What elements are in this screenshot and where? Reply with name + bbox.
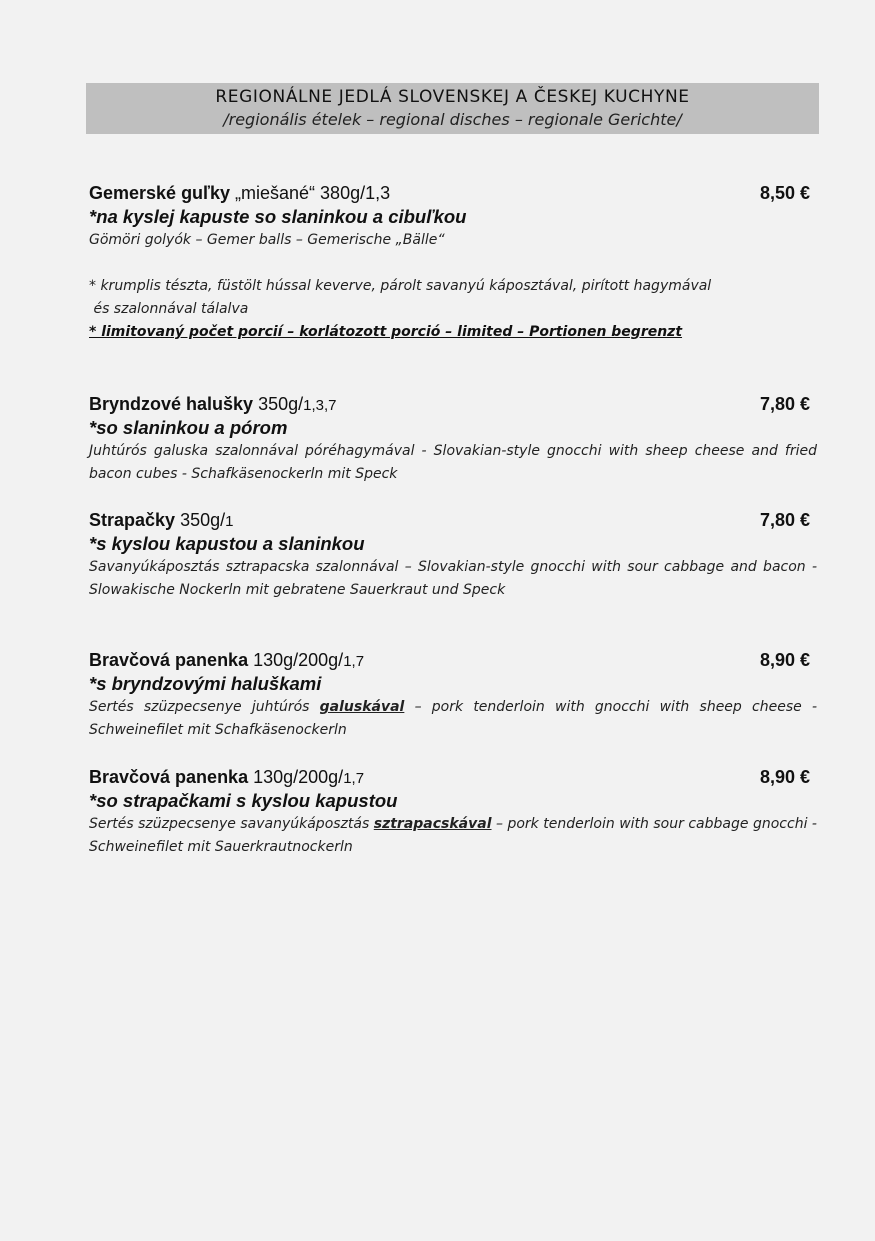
menu-item-price: 7,80 €: [759, 394, 810, 414]
menu-item-description: Savanyúkáposztás sztrapacska szalonnával – Slovakian-style gnocchi with sour cabbage and bacon - Slowakische Nockerln mit gebratene Sauerkraut und Speck: [89, 559, 817, 598]
menu-item-price: 8,90 €: [759, 767, 810, 787]
menu-item-price: 7,80 €: [759, 510, 810, 530]
menu-item-weight: 130g/200g/: [248, 650, 344, 670]
menu-item-name: Bryndzové halušky: [89, 394, 254, 414]
menu-item-weight: 350g/: [253, 394, 304, 414]
menu-item-name: Strapačky: [89, 510, 176, 530]
menu-item-note-cont: és szalonnával tálalva: [89, 301, 249, 317]
section-header: [86, 83, 819, 134]
menu-item-header: [89, 392, 817, 416]
section-title: REGIONÁLNE JEDLÁ SLOVENSKEJ A ČESKEJ KUCHYNE: [215, 87, 690, 107]
menu-item-price: 8,90 €: [759, 650, 810, 670]
menu-item-subtitle: *s bryndzovými haluškami: [89, 673, 322, 694]
menu-item: [89, 392, 817, 486]
description-text: – pork tenderloin with sour cabbage gnocchi - Schweinefilet mit Sauerkrautnockerln: [89, 816, 817, 855]
menu-item-header: [89, 648, 817, 672]
menu-item-header: [89, 765, 817, 789]
menu-item-name: Bravčová panenka: [89, 650, 249, 670]
menu-item-weight: 130g/200g/: [248, 767, 344, 787]
menu-item-allergens: 1,3,7: [303, 397, 337, 414]
menu-item-allergens: 1,7: [343, 653, 365, 670]
description-text: Sertés szüzpecsenye juhtúrós: [89, 699, 320, 715]
menu-item-description: Gömöri golyók – Gemer balls – Gemerische „Bälle“: [89, 232, 445, 248]
menu-item-header: [89, 181, 817, 205]
menu-item-description: Juhtúrós galuska szalonnával póréhagymával - Slovakian-style gnocchi with sheep cheese and fried bacon cubes - Schafkäsenockerln mit Speck: [89, 443, 817, 482]
menu-item-name: Bravčová panenka: [89, 767, 249, 787]
menu-item-subtitle: *na kyslej kapuste so slaninkou a cibuľkou: [89, 206, 467, 227]
menu-item-price: 8,50 €: [759, 183, 810, 203]
limited-notice: * limitovaný počet porcií – korlátozott porció – limited – Portionen begrenzt: [89, 324, 683, 340]
menu-item: [89, 648, 817, 742]
menu-item-header: [89, 508, 817, 532]
menu-item-description: [89, 813, 817, 859]
menu-item: [89, 181, 817, 344]
menu-item-note: * krumplis tészta, füstölt hússal keverve, párolt savanyú káposztával, pirított hagymával: [89, 278, 712, 294]
menu-item-subtitle: *so strapačkami s kyslou kapustou: [89, 790, 398, 811]
description-text: Sertés szüzpecsenye savanyúkáposztás: [89, 816, 374, 832]
description-highlight: sztrapacskával: [373, 816, 492, 832]
menu-item-allergens: 1: [225, 513, 234, 530]
menu-item-allergens: 1,7: [343, 770, 365, 787]
menu-item-subtitle: *so slaninkou a pórom: [89, 417, 288, 438]
menu-item-weight: 350g/: [175, 510, 226, 530]
menu-item-description: [89, 696, 817, 742]
menu-item: [89, 508, 817, 602]
menu-item-subtitle: *s kyslou kapustou a slaninkou: [89, 533, 365, 554]
menu-item: [89, 765, 817, 859]
menu-item-weight: „miešané“ 380g/1,3: [230, 183, 391, 203]
section-subtitle: /regionális ételek – regional disches – regionale Gerichte/: [223, 110, 682, 129]
menu-item-name: Gemerské guľky: [89, 183, 231, 203]
description-highlight: galuskával: [319, 699, 405, 715]
description-text: – pork tenderloin with gnocchi with sheep cheese - Schweinefilet mit Schafkäsenockerln: [89, 699, 817, 738]
